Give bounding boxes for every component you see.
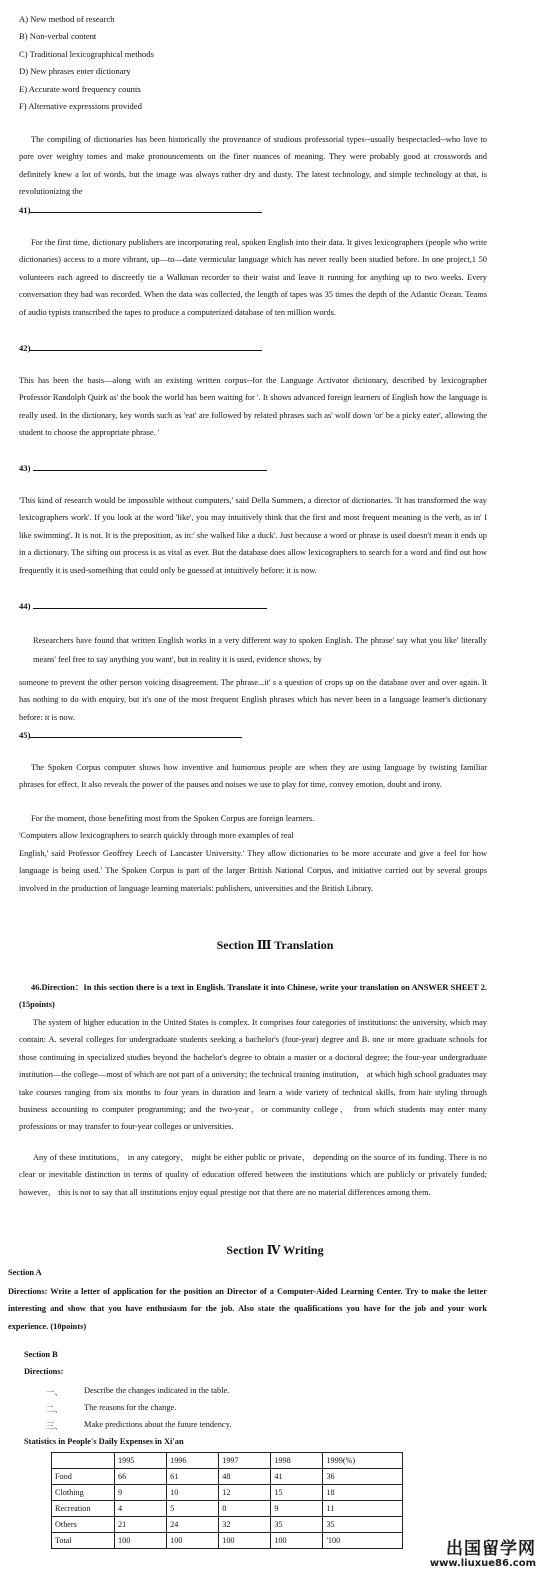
- paragraph-7: For the moment, those benefiting most from the Spoken Corpus are foreign learners.: [31, 814, 315, 823]
- paragraph-11: Any of these institutions， in any category， might be either public or private， depending on the source of its funding. There is no clear or inevitable distinction in terms of quality of education offered between the institutions which are publicly or privately funded; however， this is not to say that all institutions enjoy equal prestige nor that there are no material differences among them.: [19, 1153, 487, 1197]
- table-cell: Recreation: [52, 1501, 115, 1517]
- option-d: D) New phrases enter dictionary: [19, 66, 131, 76]
- paragraph-2: For the first time, dictionary publishers are incorporating real, spoken English into their data. It gives lexicographers (people who write dictionaries) access to a more vibrant, up—to—date vermicular language which has never really been studied before. In one project,1 50 volunteers each agreed to discreetly tie a Walkman recorder to their waist and leave it running for anything up to two weeks. Every conversation they had was recorded. When the data was collected, the length of tapes was 35 times the depth of the Atlantic Ocean. Teams of audio typists transcribed the tapes to produce a computerized database of ten million words.: [19, 238, 487, 317]
- blank-45-label: 45): [19, 730, 31, 740]
- table-cell: 100: [115, 1533, 167, 1549]
- table-cell: 5: [167, 1501, 219, 1517]
- table-row: [52, 1533, 403, 1549]
- table-title: Statistics in People's Daily Expenses in Xi'an: [24, 1437, 184, 1446]
- option-b: B) Non-verbal content: [19, 31, 97, 41]
- option-c: C) Traditional lexicographical methods: [19, 49, 154, 59]
- paragraph-1: The compiling of dictionaries has been historically the provenance of studious professorial types--usually bespectacled--who love to pore over weighty tomes and make pronouncements on the finer nuances of meaning. They were probably good at crosswords and definitely knew a lot of words, but the image was always rather dry and dusty. The latest technology, and simple technology at that, is revolutionizing the: [19, 135, 487, 197]
- blank-43-label: 43): [19, 463, 31, 473]
- direction-46: 46.Direction：In this section there is a text in English. Translate it into Chinese, write your translation on ANSWER SHEET 2. (15points): [19, 983, 487, 1010]
- blank-41: [19, 204, 262, 216]
- table-cell: 9: [115, 1485, 167, 1501]
- table-cell: Others: [52, 1517, 115, 1533]
- table-cell: 10: [167, 1485, 219, 1501]
- blank-43: [19, 462, 267, 474]
- bullet-3: [46, 1420, 232, 1432]
- paragraph-9: English,' said Professor Geoffrey Leech of Lancaster University.' They allow dictionaries to be more accurate and give a feel for how language is being used.' The Spoken Corpus is part of the larger British National Corpus, and initiative carried out by several groups involved in the production of language learning materials: publishers, universities and the British Library.: [19, 849, 487, 893]
- table-row: [52, 1469, 403, 1485]
- section-b-label: Section B: [24, 1350, 58, 1359]
- table-header-cell: 1997: [219, 1453, 271, 1469]
- paragraph-10: The system of higher education in the United States is complex. It comprises four categories of institutions: the university, which may contain: A. several colleges for undergraduate students seeking a bachelor's (four-year) degree and B. one or more graduate schools for those continuing in specialized studies beyond the bachelor's degree to obtain a master or a doctoral degree; the four-year undergraduate institution—the college—most of which are not part of a university; the technical training institution， at which high school graduates may take courses ranging from six months to four years in duration and learn a wide variety of technical skills, from hair styling through business accounting to computer programming; and the two-year，or community college， from which students may enter many professions or may transfer to four-year colleges or universities.: [19, 1018, 487, 1132]
- table-row: [52, 1517, 403, 1533]
- table-cell: Food: [52, 1469, 115, 1485]
- watermark-logo: 出国留学网: [446, 1539, 536, 1559]
- bullet-3-text: Make predictions about the future tendency.: [84, 1420, 232, 1429]
- table-cell: '100: [323, 1533, 403, 1549]
- bullet-2-text: The reasons for the change.: [84, 1403, 177, 1412]
- table-header-row: [52, 1453, 403, 1469]
- table-cell: 15: [271, 1485, 323, 1501]
- paragraph-3: This has been the basis—along with an existing written corpus--for the Language Activator dictionary, described by lexicographer Professor Randolph Quirk as' the book the world has been waiting for '. It shows advanced foreign learners of English how the language is really used. In the dictionary, key words such as 'eat' are followed by related phrases such as' wolf down 'or' be a picky eater', allowing the student to choose the appropriate phrase. ': [19, 376, 487, 438]
- paragraph-4: 'This kind of research would be impossible without computers,' said Della Summers, a director of dictionaries. 'It has transformed the way lexicographers work'. If you look at the word 'like', you may intuitively think that the first and most frequent meaning is the verb, as in' I like swimming'. It is not. It is the preposition, as in:' she walked like a duck'. Just because a word or phrase is used doesn't mean it ends up in a dictionary. The sifting out process is as vital as ever. But the database does allow lexicographers to search for a word and find out how frequently it is used-something that could only be guessed at intuitively before: it is now.: [19, 496, 487, 575]
- option-a: A) New method of research: [19, 14, 115, 24]
- bullet-1-text: Describe the changes indicated in the table.: [84, 1386, 230, 1395]
- table-cell: 4: [115, 1501, 167, 1517]
- bullet-1-num: 一、: [46, 1388, 63, 1397]
- option-e: E) Accurate word frequency counts: [19, 84, 141, 94]
- answer-line-45: [30, 737, 242, 738]
- answer-line-44: [33, 608, 267, 609]
- table-cell: 41: [271, 1469, 323, 1485]
- section-a-directions: Directions: Write a letter of application for the position an Director of a Computer-Aided Learning Center. Try to make the letter interesting and show that you have enthusiasm for the job. Also state the qualifications you have for the job and your work experience. (10points): [8, 1287, 487, 1331]
- table-cell: 36: [323, 1469, 403, 1485]
- table-row: [52, 1485, 403, 1501]
- table-cell: 9: [271, 1501, 323, 1517]
- section-b-directions: Directions:: [24, 1367, 64, 1376]
- blank-41-label: 41): [19, 205, 31, 215]
- answer-line-42: [30, 350, 262, 351]
- table-cell: 35: [271, 1517, 323, 1533]
- paragraph-5-part-2: someone to prevent the other person voicing disagreement. The phrase...it' s a question of crops up on the database over and over again. It has nothing to do with enquiry, but it's one of the most frequent English phrases which has never been in a language learner's dictionary before: it is now.: [19, 678, 487, 722]
- paragraph-6: The Spoken Corpus computer shows how inventive and humorous people are when they are using language by twisting familiar phrases for effect. It also reveals the power of the pauses and noises we use to play for time, convey emotion, doubt and irony.: [19, 763, 487, 790]
- blank-45: [19, 729, 242, 741]
- table-cell: Clothing: [52, 1485, 115, 1501]
- blank-42-label: 42): [19, 343, 31, 353]
- table-header-cell: 1996: [167, 1453, 219, 1469]
- blank-42: [19, 342, 262, 354]
- stats-table: [51, 1452, 403, 1549]
- table-cell: 61: [167, 1469, 219, 1485]
- table-cell: 48: [219, 1469, 271, 1485]
- table-header-cell: 1995: [115, 1453, 167, 1469]
- paragraph-5-part-1: Researchers have found that written English works in a very different way to spoken English. The phrase' say what you like' literally means' feel free to say anything you want', but in reality it is used, evidence shows, by: [33, 636, 487, 664]
- section-a-label: Section A: [8, 1268, 42, 1277]
- answer-line-43: [33, 470, 267, 471]
- table-cell: 35: [323, 1517, 403, 1533]
- table-cell: 100: [219, 1533, 271, 1549]
- bullet-2-num: 二、: [46, 1405, 63, 1414]
- section-4-heading: Section Ⅳ Writing: [226, 1243, 324, 1257]
- bullet-2: [46, 1403, 177, 1415]
- paragraph-8: 'Computers allow lexicographers to search quickly through more examples of real: [19, 831, 294, 840]
- table-header-cell: 1998: [271, 1453, 323, 1469]
- table-cell: 66: [115, 1469, 167, 1485]
- table-cell: 21: [115, 1517, 167, 1533]
- watermark-url: www.liuxue86.com: [429, 1558, 536, 1569]
- answer-line-41: [30, 212, 262, 213]
- table-cell: 18: [323, 1485, 403, 1501]
- option-f: F) Alternative expressions provided: [19, 101, 142, 111]
- table-cell: 11: [323, 1501, 403, 1517]
- table-cell: 12: [219, 1485, 271, 1501]
- blank-44: [19, 600, 267, 612]
- table-row: [52, 1501, 403, 1517]
- table-cell: 100: [167, 1533, 219, 1549]
- section-3-heading: Section Ⅲ Translation: [216, 938, 334, 952]
- blank-44-label: 44): [19, 601, 31, 611]
- table-cell: Total: [52, 1533, 115, 1549]
- bullet-3-num: 三、: [46, 1422, 63, 1431]
- table-cell: 32: [219, 1517, 271, 1533]
- table-cell: 24: [167, 1517, 219, 1533]
- table-header-cell: [52, 1453, 115, 1469]
- table-cell: 100: [271, 1533, 323, 1549]
- table-header-cell: 1999(%): [323, 1453, 403, 1469]
- bullet-1: [46, 1386, 230, 1398]
- table-cell: 8: [219, 1501, 271, 1517]
